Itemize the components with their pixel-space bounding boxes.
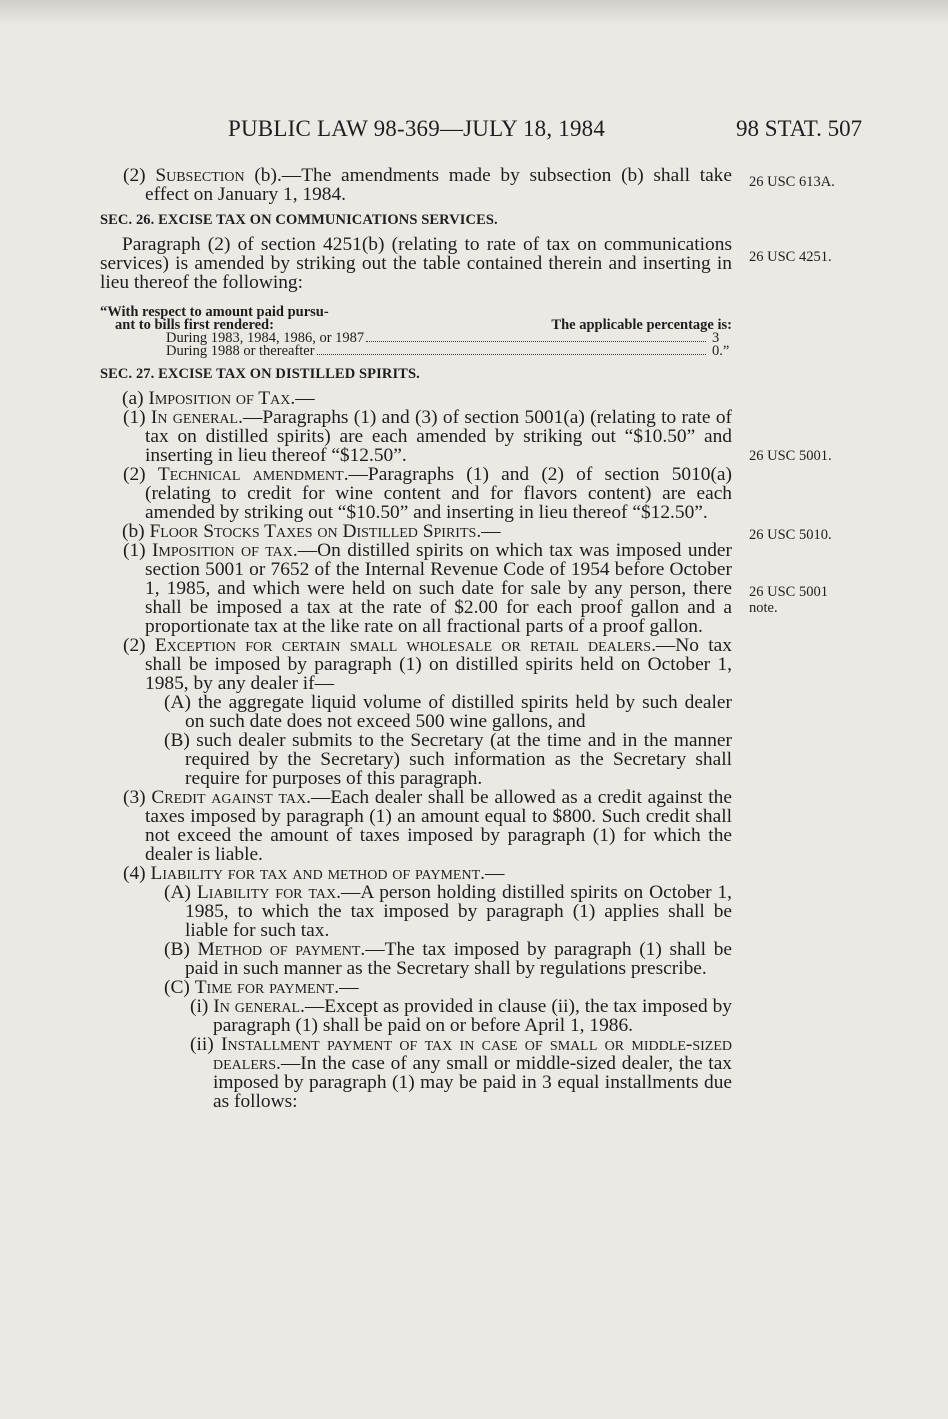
paragraph: (2) Technical amendment.—Paragraphs (1) and (2) of section 5010(a) (relating to credit for wine content and for flavors content) are each amended by striking out “$10.50” and inserting in lieu thereof “$12.50”. — [123, 464, 732, 523]
margin-note: 26 USC 5001 note. — [749, 584, 828, 616]
paragraph: (C) Time for payment.— — [164, 977, 359, 998]
section-heading: SEC. 27. EXCISE TAX ON DISTILLED SPIRITS. — [100, 366, 420, 382]
running-header-stat: 98 STAT. 507 — [736, 116, 863, 141]
table-row-value: 0.” — [712, 343, 730, 359]
section-heading: SEC. 26. EXCISE TAX ON COMMUNICATIONS SERVICES. — [100, 212, 498, 228]
paragraph: (i) In general.—Except as provided in clause (ii), the tax imposed by paragraph (1) shall be paid on or before April 1, 1986. — [190, 996, 733, 1036]
paragraph: (A) the aggregate liquid volume of distilled spirits held by such dealer on such date does not exceed 500 wine gallons, and — [164, 692, 732, 732]
margin-note: 26 USC 5001. — [749, 448, 832, 464]
running-header-title: PUBLIC LAW 98-369—JULY 18, 1984 — [228, 116, 606, 141]
rate-table — [100, 306, 732, 358]
paragraph: (ii) Installment payment of tax in case of small or middle-sized dealers.—In the case of any small or middle-sized dealer, the tax imposed by paragraph (1) may be paid in 3 equal installments due as follows: — [190, 1034, 732, 1112]
table-header-line: “With respect to amount paid pursu- — [100, 304, 329, 320]
paragraph: (B) such dealer submits to the Secretary (at the time and in the manner required by the Secretary) such information as the Secretary shall require for purposes of this paragraph. — [164, 730, 732, 789]
subsection-heading: (b) Floor Stocks Taxes on Distilled Spirits.— — [122, 521, 501, 542]
table-row-value: 3 — [712, 330, 720, 346]
document-body — [100, 166, 732, 1111]
paragraph: (2) Exception for certain small wholesale or retail dealers.—No tax shall be imposed by paragraph (1) on distilled spirits held on October 1, 1985, by any dealer if— — [123, 635, 732, 694]
table-row-label: During 1983, 1984, 1986, or 1987 — [166, 330, 365, 346]
margin-note: 26 USC 5010. — [749, 527, 832, 543]
paragraph: (A) Liability for tax.—A person holding distilled spirits on October 1, 1985, to which the tax imposed by paragraph (1) applies shall be liable for such tax. — [164, 882, 733, 941]
table-header-line: ant to bills first rendered: — [115, 317, 274, 333]
leader-dots — [317, 354, 706, 355]
margin-note: 26 USC 613A. — [749, 174, 835, 190]
page-edge-shadow — [0, 0, 948, 24]
margin-note: 26 USC 4251. — [749, 249, 832, 265]
paragraph: (3) Credit against tax.—Each dealer shall be allowed as a credit against the taxes imposed by paragraph (1) an amount equal to $800. Such credit shall not exceed the amount of taxes imposed by paragraph (1) for which the dealer is liable. — [123, 787, 732, 865]
table-row — [100, 345, 732, 358]
paragraph: (2) Subsection (b).—The amendments made by subsection (b) shall take effect on January 1, 1984. — [123, 165, 732, 205]
paragraph: (1) In general.—Paragraphs (1) and (3) of section 5001(a) (relating to rate of tax on distilled spirits) are each amended by striking out “$10.50” and inserting in lieu thereof “$12.50”. — [123, 407, 732, 466]
paragraph: (4) Liability for tax and method of payment.— — [123, 863, 505, 884]
paragraph: (B) Method of payment.—The tax imposed by paragraph (1) shall be paid in such manner as the Secretary shall by regulations prescribe. — [164, 939, 732, 979]
table-header-right: The applicable percentage is: — [551, 317, 732, 333]
leader-dots — [366, 341, 706, 342]
subsection-heading: (a) Imposition of Tax.— — [122, 388, 315, 409]
paragraph: Paragraph (2) of section 4251(b) (relating to rate of tax on communications services) is amended by striking out the table contained therein and inserting in lieu thereof the following: — [100, 234, 732, 293]
paragraph: (1) Imposition of tax.—On distilled spirits on which tax was imposed under section 5001 or 7652 of the Internal Revenue Code of 1954 before October 1, 1985, and which were held on such date for sale by any person, there shall be imposed a tax at the rate of $2.00 for each proof gallon and a proportionate tax at the like rate on all fractional parts of a proof gallon. — [123, 540, 732, 637]
table-row-label: During 1988 or thereafter — [166, 343, 315, 359]
